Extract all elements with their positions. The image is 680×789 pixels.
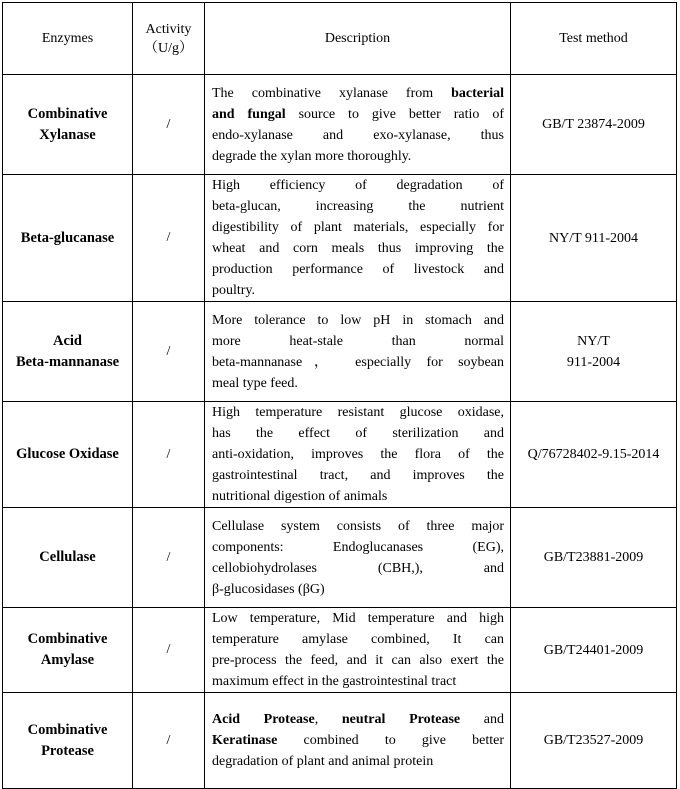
test-method: NY/T 911-2004 [511, 302, 677, 402]
description-line: poultry. [212, 283, 256, 298]
header-test-method: Test method [511, 3, 677, 75]
enzyme-name: Combinative Amylase [3, 608, 133, 693]
table-row [3, 608, 677, 693]
description-line: High temperature resistant glucose oxidase, [212, 405, 504, 420]
enzyme-name: Glucose Oxidase [3, 402, 133, 508]
table-row [3, 302, 677, 402]
description-line: components: Endoglucanases (EG), [212, 539, 504, 555]
description-line: more heat-stale than normal [212, 333, 504, 349]
description-line: beta-glucan, increasing the nutrient [212, 199, 504, 214]
enzyme-table [2, 2, 677, 789]
enzyme-name: Combinative Protease [3, 693, 133, 789]
enzyme-name: Combinative Xylanase [3, 75, 133, 175]
table-row [3, 693, 677, 789]
header-row [3, 3, 677, 75]
test-method: GB/T 23874-2009 [511, 75, 677, 175]
enzyme-activity: / [133, 75, 205, 175]
table-row [3, 402, 677, 508]
description-line: and fungal source to give better ratio of [212, 106, 504, 122]
enzyme-description [205, 508, 511, 608]
description-line: β-glucosidases (βG) [212, 581, 325, 597]
description-line: Low temperature, Mid temperature and high [212, 611, 504, 626]
description-line: More tolerance to low pH in stomach and [212, 312, 504, 328]
enzyme-description [205, 175, 511, 302]
description-line: endo-xylanase and exo-xylanase, thus [212, 127, 504, 143]
description-line: digestibility of plant materials, especially for [212, 220, 504, 235]
header-activity: Activity （U/g） [133, 3, 205, 75]
enzyme-description [205, 302, 511, 402]
description-line: gastrointestinal tract, and improves the [212, 468, 504, 483]
enzyme-description [205, 402, 511, 508]
enzyme-activity: / [133, 508, 205, 608]
description-line: meal type feed. [212, 375, 298, 391]
description-line: wheat and corn meals thus improving the [212, 241, 504, 256]
table-row [3, 508, 677, 608]
description-line: Keratinase combined to give better [212, 733, 504, 748]
test-method: Q/76728402-9.15-2014 [511, 402, 677, 508]
test-method: GB/T23527-2009 [511, 693, 677, 789]
description-line: maximum effect in the gastrointestinal tract [212, 674, 457, 689]
description-line: degradation of plant and animal protein [212, 754, 434, 769]
description-line: has the effect of sterilization and [212, 426, 504, 441]
description-line: beta-mannanase， especially for soybean [212, 354, 504, 370]
description-line: High efficiency of degradation of [212, 178, 504, 193]
enzyme-activity: / [133, 402, 205, 508]
test-method: NY/T 911-2004 [511, 175, 677, 302]
enzyme-description [205, 693, 511, 789]
enzyme-name: Cellulase [3, 508, 133, 608]
description-line: production performance of livestock and [212, 262, 504, 277]
description-line: cellobiohydrolases (CBH,), and [212, 560, 504, 576]
enzyme-activity: / [133, 175, 205, 302]
description-line: nutritional digestion of animals [212, 489, 388, 504]
test-method: GB/T23881-2009 [511, 508, 677, 608]
enzyme-activity: / [133, 608, 205, 693]
enzyme-name: Acid Beta-mannanase [3, 302, 133, 402]
description-line: Acid Protease, neutral Protease and [212, 712, 504, 727]
description-line: Cellulase system consists of three major [212, 518, 504, 534]
header-description: Description [205, 3, 511, 75]
description-line: degrade the xylan more thoroughly. [212, 148, 412, 164]
table-row [3, 175, 677, 302]
enzyme-name: Beta-glucanase [3, 175, 133, 302]
enzyme-description [205, 608, 511, 693]
enzyme-description [205, 75, 511, 175]
test-method: GB/T24401-2009 [511, 608, 677, 693]
header-enzymes: Enzymes [3, 3, 133, 75]
description-line: pre-process the feed, and it can also exert the [212, 653, 504, 668]
table-row [3, 75, 677, 175]
description-line: temperature amylase combined, It can [212, 632, 504, 647]
enzyme-activity: / [133, 302, 205, 402]
description-line: anti-oxidation, improves the flora of the [212, 447, 504, 462]
description-line: The combinative xylanase from bacterial [212, 85, 504, 101]
enzyme-activity: / [133, 693, 205, 789]
